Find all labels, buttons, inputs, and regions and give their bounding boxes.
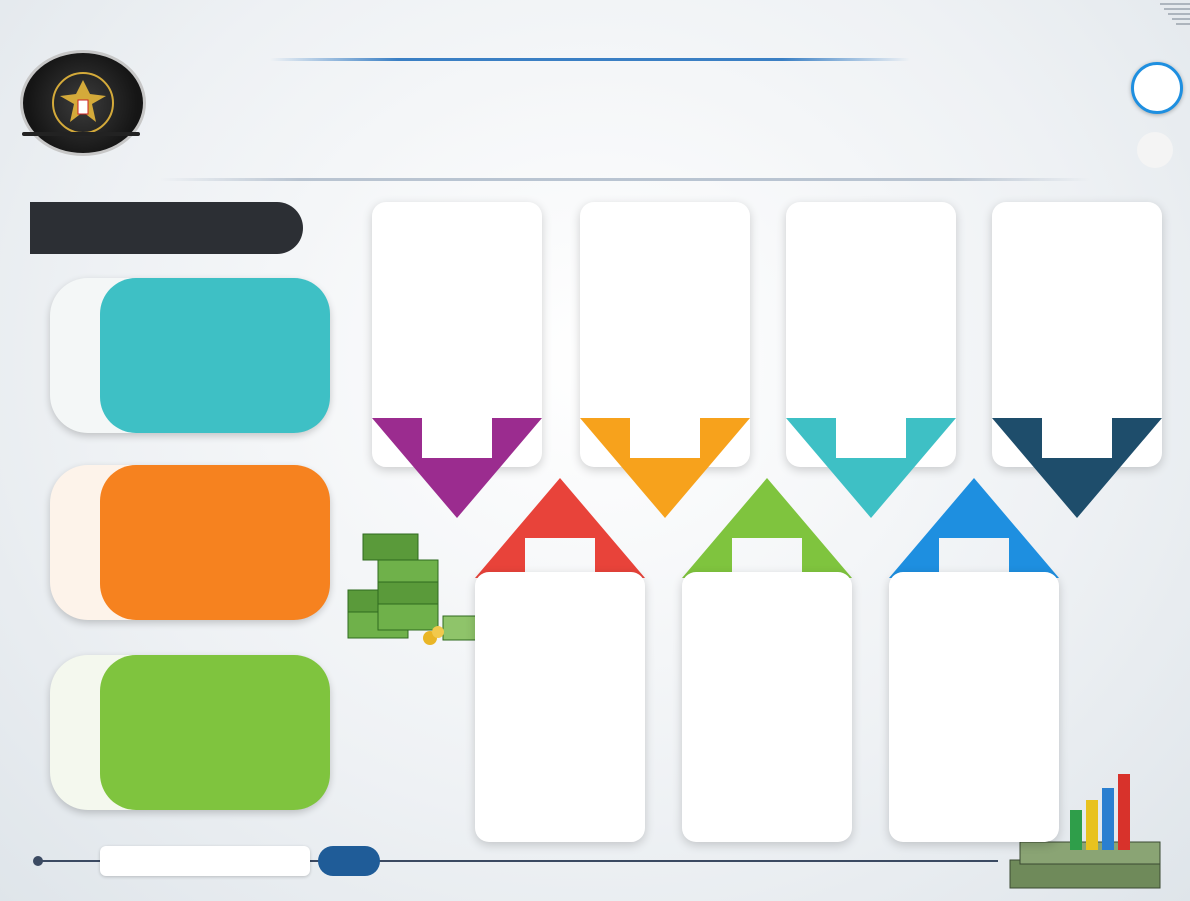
subtitle xyxy=(170,132,1090,182)
arrow-shape xyxy=(475,478,645,578)
left-panel-heading xyxy=(30,202,303,254)
logo-caption xyxy=(22,132,140,136)
source-name xyxy=(100,846,310,876)
reason-text xyxy=(100,465,330,620)
reason-item-1 xyxy=(50,278,330,433)
reason-item-2 xyxy=(50,465,330,620)
step-arrow-5 xyxy=(889,478,1059,578)
reason-text xyxy=(100,278,330,433)
reason-text xyxy=(100,655,330,810)
step-card-6 xyxy=(682,572,852,842)
step-arrow-7 xyxy=(475,478,645,578)
kicker-underline xyxy=(270,58,910,61)
corner-decoration xyxy=(1150,0,1190,40)
page-number xyxy=(1131,62,1183,114)
step-card-7 xyxy=(475,572,645,842)
arrow-shape xyxy=(682,478,852,578)
cabinet-logo xyxy=(20,50,146,156)
eagle-emblem-icon xyxy=(48,68,118,138)
page-title xyxy=(150,70,1105,128)
reason-item-3 xyxy=(50,655,330,810)
arrow-shape xyxy=(889,478,1059,578)
kicker-title xyxy=(270,20,910,62)
subtitle-underline xyxy=(160,178,1090,181)
step-card-5 xyxy=(889,572,1059,842)
source-label xyxy=(318,846,380,876)
page-total xyxy=(1137,132,1173,168)
step-arrow-6 xyxy=(682,478,852,578)
